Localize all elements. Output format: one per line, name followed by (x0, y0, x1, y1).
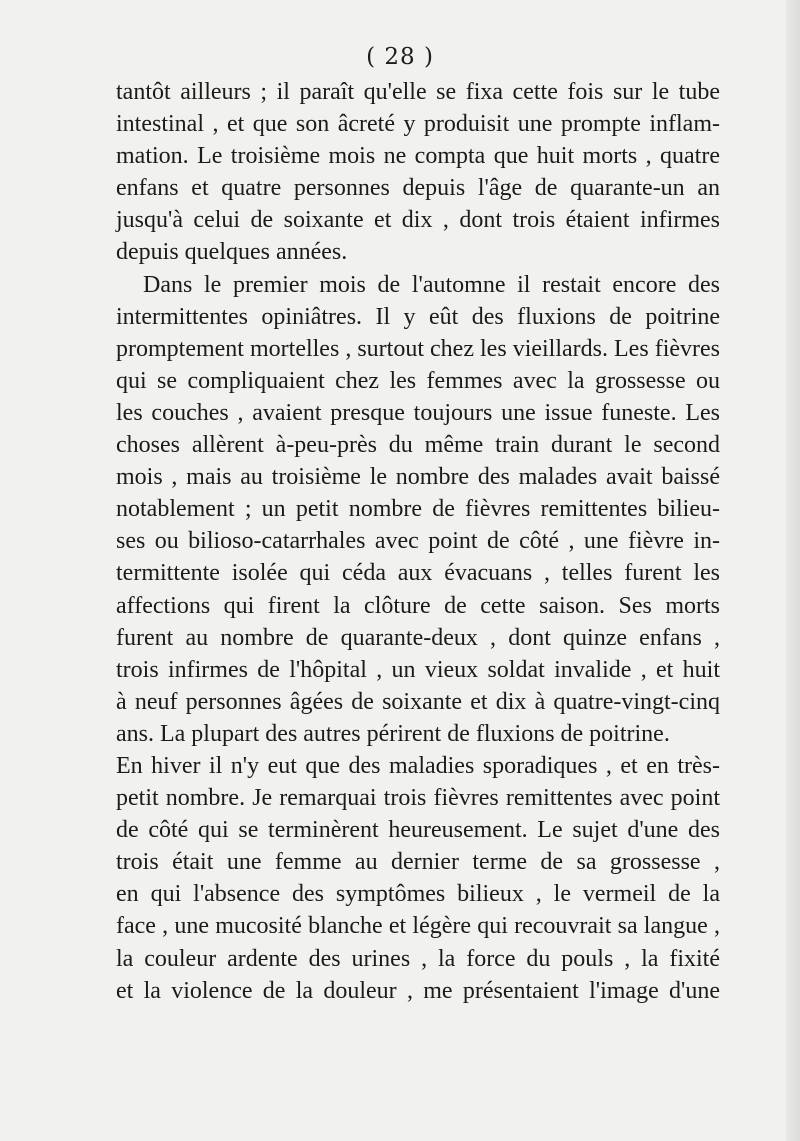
text-line: trois infirmes de l'hôpital , un vieux soldat invalide , et huit (116, 656, 720, 683)
text-line: jusqu'à celui de soixante et dix , dont trois étaient infirmes (116, 207, 720, 234)
page-number: ( 28 ) (366, 44, 434, 70)
text-line: intermittentes opiniâtres. Il y eût des fluxions de poitrine (116, 303, 720, 330)
body-text (116, 76, 720, 1007)
text-line: en qui l'absence des symptômes bilieux , le vermeil de la (116, 881, 720, 908)
text-line: ses ou bilioso-catarrhales avec point de côté , une fièvre in- (116, 528, 720, 555)
text-line: furent au nombre de quarante-deux , dont quinze enfans , (116, 624, 720, 651)
text-line: intestinal , et que son âcreté y produisit une prompte inflam- (116, 111, 720, 138)
text-line: les couches , avaient presque toujours une issue funeste. Les (116, 399, 720, 426)
text-line: face , une mucosité blanche et légère qui recouvrait sa langue , (116, 913, 720, 940)
text-line: termittente isolée qui céda aux évacuans , telles furent les (116, 560, 720, 587)
text-line: mation. Le troisième mois ne compta que huit morts , quatre (116, 143, 720, 170)
page-edge-shadow (786, 0, 800, 1141)
text-line: trois était une femme au dernier terme de sa grossesse , (116, 849, 720, 876)
text-line: de côté qui se terminèrent heureusement. Le sujet d'une des (116, 817, 720, 844)
text-line: ans. La plupart des autres périrent de fluxions de poitrine. (116, 720, 670, 747)
text-line: mois , mais au troisième le nombre des malades avait baissé (116, 464, 720, 491)
text-line: et la violence de la douleur , me présentaient l'image d'une (116, 977, 720, 1004)
text-line: petit nombre. Je remarquai trois fièvres remittentes avec point (116, 785, 720, 812)
text-line: la couleur ardente des urines , la force du pouls , la fixité (116, 945, 720, 972)
text-line: tantôt ailleurs ; il paraît qu'elle se fixa cette fois sur le tube (116, 79, 720, 105)
text-line: notablement ; un petit nombre de fièvres remittentes bilieu- (116, 496, 720, 523)
text-line: En hiver il n'y eut que des maladies sporadiques , et en très- (116, 752, 720, 779)
text-line: depuis quelques années. (116, 239, 348, 266)
text-line: enfans et quatre personnes depuis l'âge de quarante-un an (116, 175, 720, 202)
text-line: à neuf personnes âgées de soixante et dix à quatre-vingt-cinq (116, 688, 720, 715)
text-line: promptement mortelles , surtout chez les vieillards. Les fièvres (116, 335, 720, 362)
text-line: qui se compliquaient chez les femmes avec la grossesse ou (116, 367, 720, 394)
text-line: Dans le premier mois de l'automne il restait encore des (143, 271, 720, 298)
text-line: affections qui firent la clôture de cette saison. Ses morts (116, 592, 720, 619)
text-line: choses allèrent à-peu-près du même train durant le second (116, 432, 720, 459)
